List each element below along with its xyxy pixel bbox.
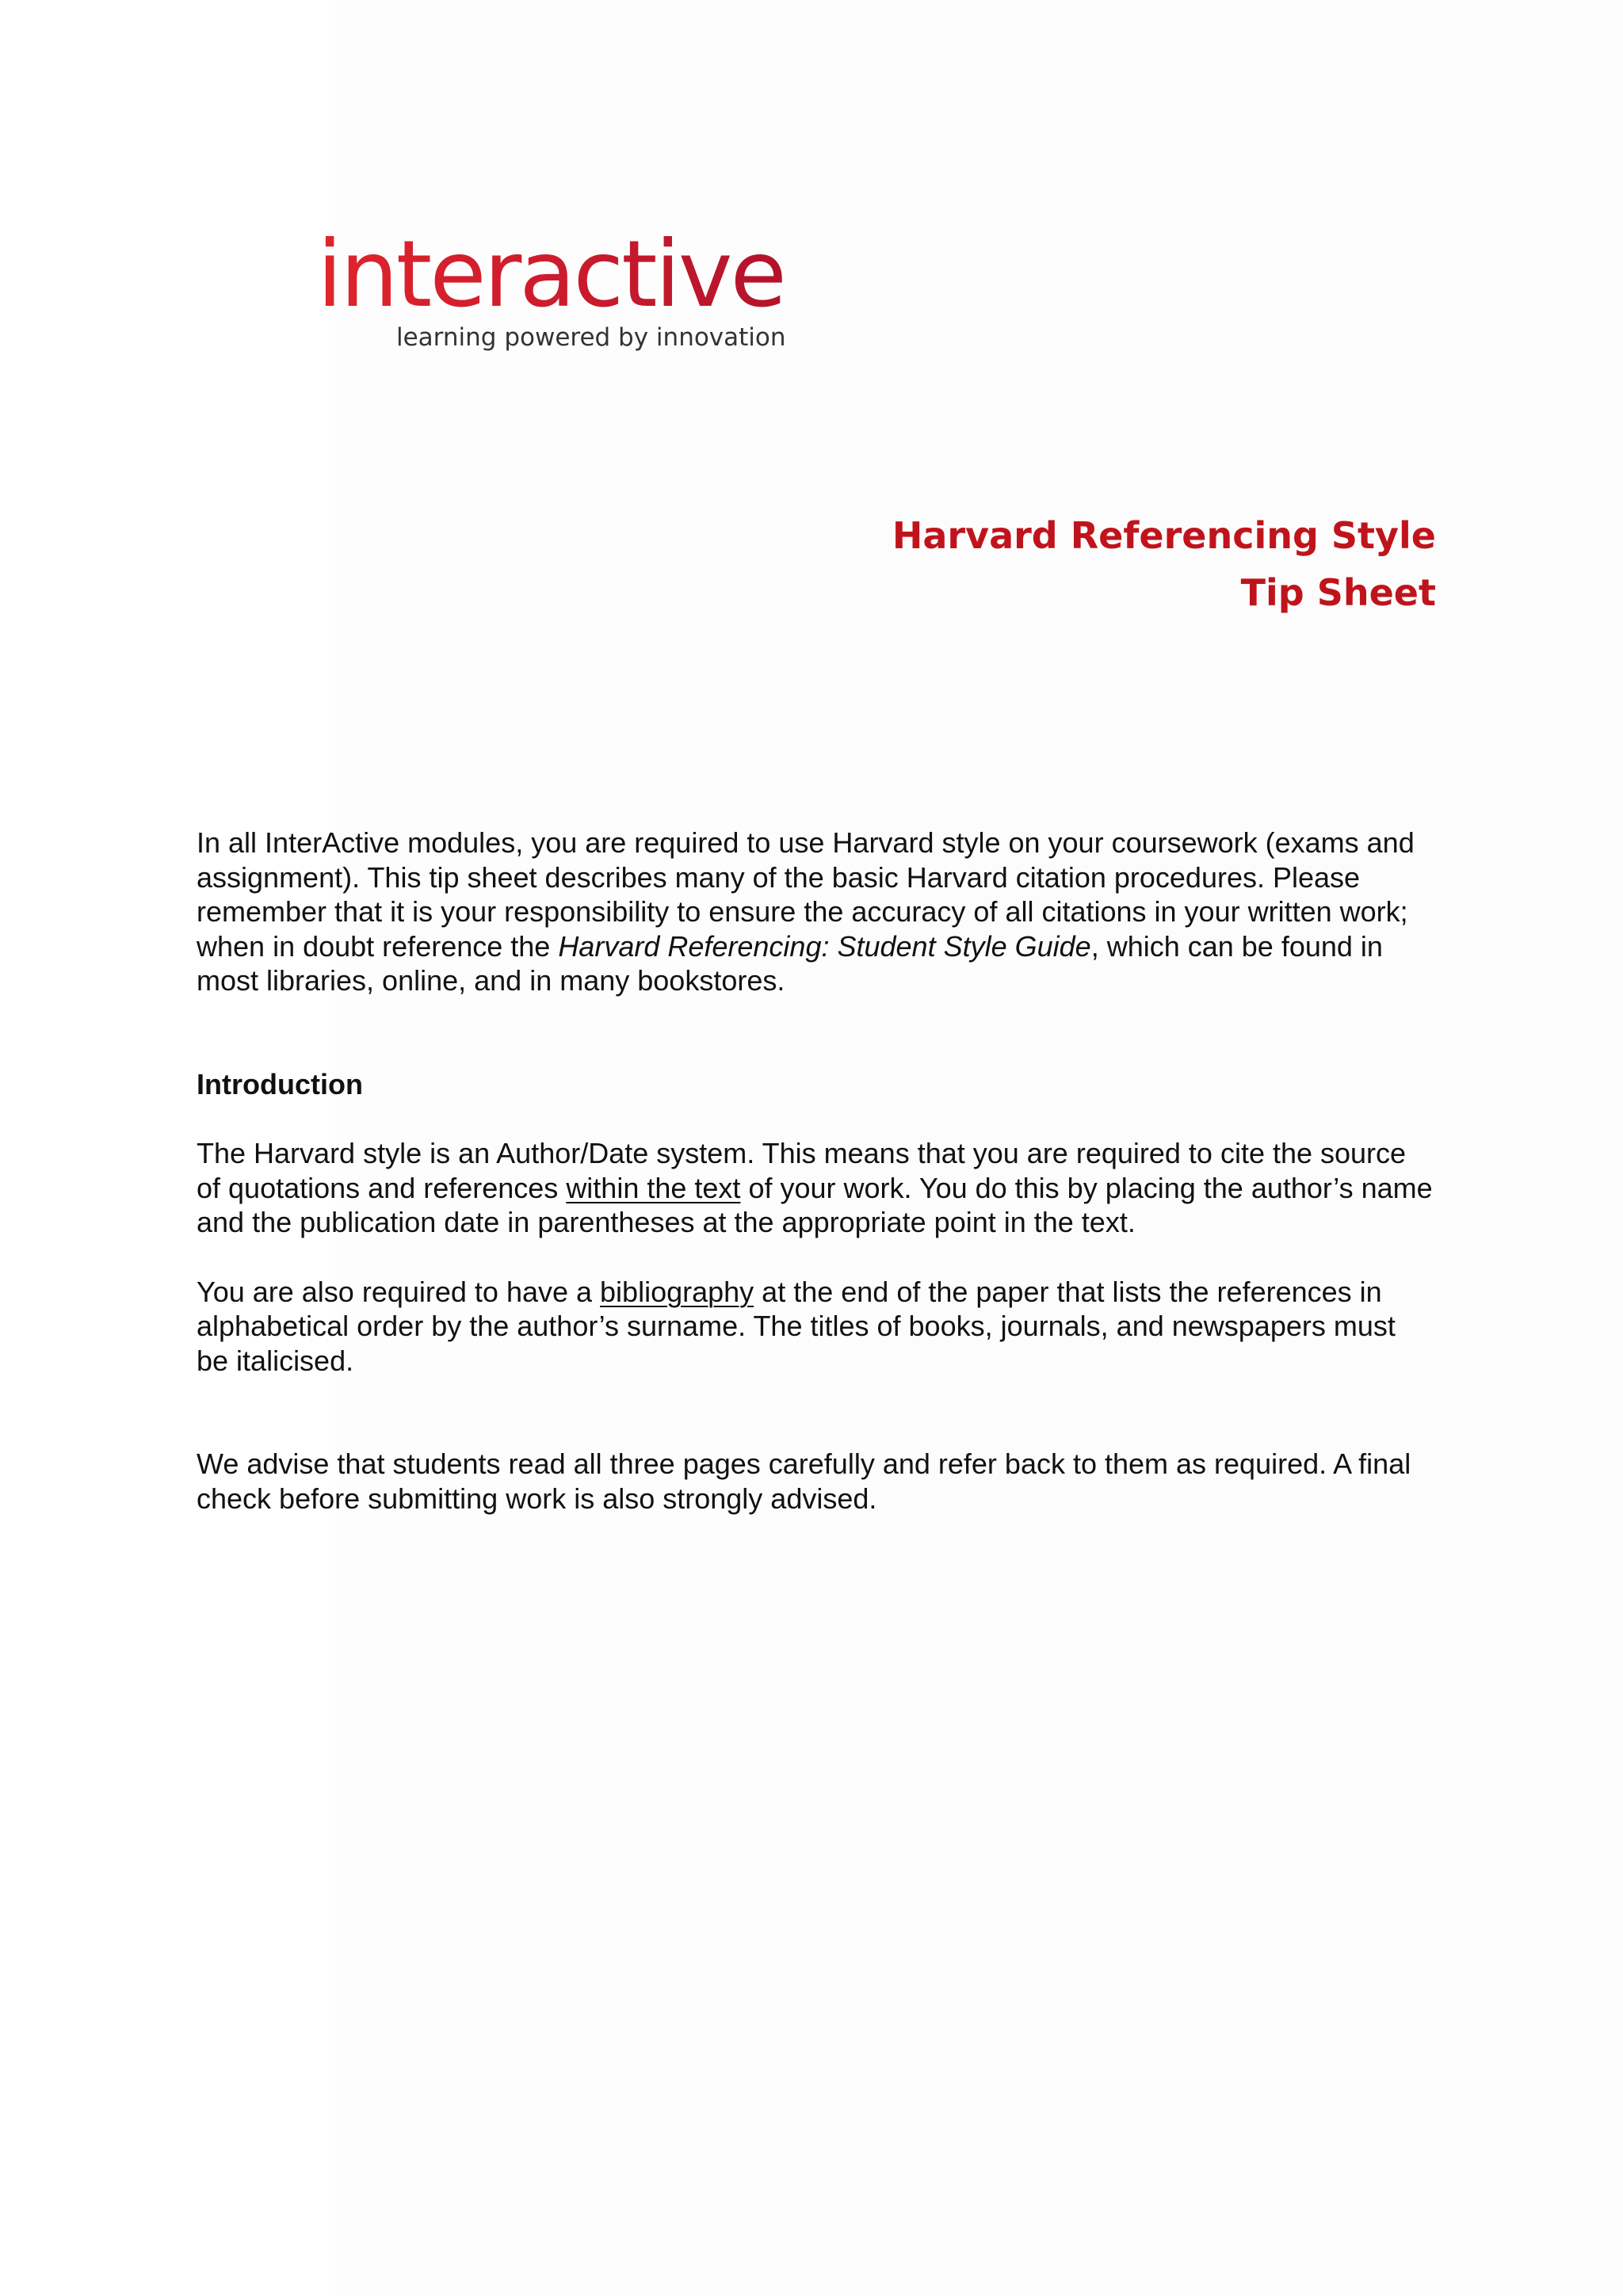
bibliography-text-1: You are also required to have a — [197, 1275, 601, 1308]
advice-paragraph: We advise that students read all three pages carefully and refer back to them as required. A final check before submitting work is also strongly advised. — [197, 1447, 1411, 1515]
intro-text-2: , which can be found in most libraries, online, and in many bookstores. — [197, 929, 1383, 997]
style-guide-title: Harvard Referencing: Student Style Guide — [558, 929, 1091, 963]
within-the-text-emphasis: within the text — [566, 1171, 741, 1204]
harvard-text-2: of your work. You do this by placing the author’s name and the publication date in parentheses at the appropriate point in the text. — [197, 1171, 1433, 1238]
harvard-text-1: The Harvard style is an Author/Date system. This means that you are required to cite the source of quotations and references — [197, 1137, 1407, 1204]
title-line-2: Tip Sheet — [1240, 571, 1436, 614]
title-line-1: Harvard Referencing Style — [892, 514, 1436, 557]
section-heading-introduction: Introduction — [197, 1067, 363, 1100]
bibliography-paragraph — [197, 1275, 1433, 1379]
document-body — [197, 826, 1433, 1516]
logo-wordmark: interactive — [317, 221, 785, 328]
interactive-logo — [317, 223, 792, 366]
intro-paragraph — [197, 826, 1433, 998]
intro-text-1: In all InterActive modules, you are required to use Harvard style on your coursework (exams and assignment). This tip sheet describes many of the basic Harvard citation procedures. Please remember that it is your responsibility to ensure the accuracy of all citations in your written work; when in doubt reference the — [197, 826, 1415, 963]
logo-tagline: learning powered by innovation — [396, 323, 786, 352]
harvard-system-paragraph — [197, 1136, 1433, 1240]
document-title — [892, 507, 1436, 621]
bibliography-emphasis: bibliography — [600, 1275, 754, 1308]
bibliography-text-2: at the end of the paper that lists the references in alphabetical order by the author’s surname. The titles of books, journals, and newspapers must be italicised. — [197, 1275, 1396, 1377]
